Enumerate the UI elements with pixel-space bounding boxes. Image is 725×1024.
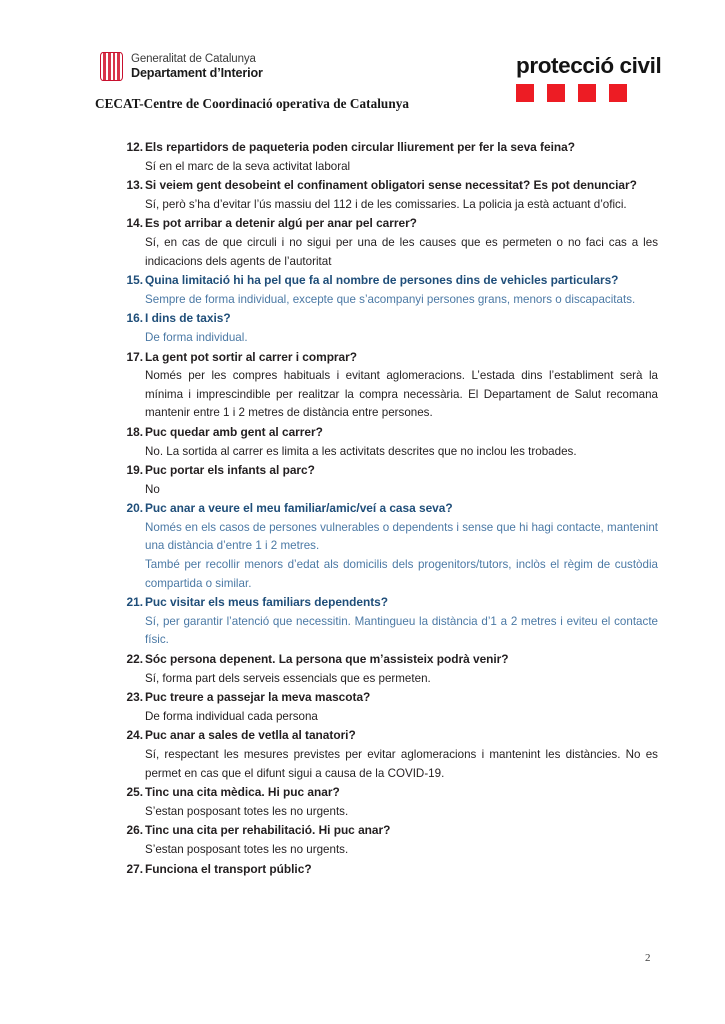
proteccio-civil-title: protecció civil [516, 53, 662, 78]
faq-item [0, 650, 725, 688]
faq-question-text: Els repartidors de paqueteria poden circular lliurement per fer la seva feina? [145, 140, 575, 154]
generalitat-line1: Generalitat de Catalunya [131, 52, 256, 65]
faq-item [0, 499, 725, 593]
faq-item [0, 138, 725, 176]
faq-item [0, 461, 725, 499]
faq-item [0, 271, 725, 309]
faq-question-text: Sóc persona depenent. La persona que m’assisteix podrà venir? [145, 652, 509, 667]
generalitat-line2: Departament d’Interior [131, 65, 263, 80]
faq-question-text: I dins de taxis? [145, 311, 231, 326]
red-square-icon [547, 84, 565, 102]
faq-item-number: 26. [126, 823, 143, 838]
faq-item [0, 688, 725, 726]
faq-question-row [126, 726, 658, 745]
faq-answer-text: S’estan posposant totes les no urgents. [145, 842, 349, 856]
faq-question-row [126, 783, 658, 802]
faq-item-number: 17. [126, 349, 143, 364]
faq-question-row [126, 309, 658, 328]
faq-item [0, 821, 725, 859]
generalitat-logo [100, 52, 263, 81]
proteccio-civil-squares [516, 84, 686, 102]
faq-item-number: 23. [126, 690, 143, 705]
faq-question-row [126, 499, 658, 518]
proteccio-civil-logo [516, 55, 686, 102]
faq-question-text: Si veiem gent desobeint el confinament obligatori sense necessitat? Es pot denunciar? [145, 178, 637, 193]
faq-question-text: Puc treure a passejar la meva mascota? [145, 690, 371, 705]
faq-question-text: Quina limitació hi ha pel que fa al nombre de persones dins de vehicles particulars? [145, 273, 619, 288]
faq-question-row [126, 461, 658, 480]
faq-answer-text: Només per les compres habituals i evitant aglomeracions. L’estada dins l’establiment serà la mínima i imprescindible per realitzar la compra necessària. El Departament de Salut recomana mantenir entre 1 i 2 metres de distància entre persones. [145, 369, 658, 420]
faq-item [0, 726, 725, 783]
document-subtitle: CECAT-Centre de Coordinació operativa de Catalunya [95, 96, 409, 111]
faq-answer-text: De forma individual. [145, 330, 248, 344]
faq-item-number: 22. [126, 652, 143, 667]
red-square-icon [516, 84, 534, 102]
faq-item-number: 27. [126, 861, 143, 876]
faq-question-text: Es pot arribar a detenir algú per anar pel carrer? [145, 216, 417, 231]
faq-item-number: 20. [126, 501, 143, 516]
faq-item-number: 18. [126, 424, 143, 439]
faq-item-number: 15. [126, 273, 143, 288]
faq-item [0, 348, 725, 423]
faq-answer-text: No. La sortida al carrer es limita a les activitats descrites que no inclou les trobades. [145, 444, 577, 458]
faq-item [0, 593, 725, 650]
faq-question-text: La gent pot sortir al carrer i comprar? [145, 349, 357, 364]
generalitat-logo-text [131, 53, 263, 81]
faq-question-row [126, 688, 658, 707]
page-number: 2 [645, 952, 651, 964]
faq-answer-text: Sí, per garantir l’atenció que necessitin. Mantingueu la distància d’1 a 2 metres i eviteu el contacte físic. [145, 614, 658, 647]
red-square-icon [609, 84, 627, 102]
faq-question-text: Puc portar els infants al parc? [145, 463, 315, 478]
faq-item-number: 12. [126, 140, 143, 154]
faq-question-text: Puc visitar els meus familiars dependents? [145, 595, 389, 610]
faq-question-row [126, 593, 658, 612]
faq-answer-text: També per recollir menors d’edat als domicilis dels progenitors/tutors, inclòs el règim de custòdia compartida o similar. [145, 558, 658, 590]
faq-question-text: Puc anar a veure el meu familiar/amic/veí a casa seva? [145, 501, 453, 516]
faq-answer-text: Sí en el marc de la seva activitat laboral [145, 159, 351, 173]
faq-item [0, 860, 725, 879]
faq-question-row [126, 138, 658, 157]
faq-answer-text: Sí, en cas de que circuli i no sigui per una de les causes que es permeten o no faci cas a les indicacions dels agents de l’autoritat [145, 235, 658, 268]
faq-answer-text: S’estan posposant totes les no urgents. [145, 804, 349, 818]
page-header [0, 0, 725, 120]
faq-question-text: Puc quedar amb gent al carrer? [145, 424, 323, 439]
faq-item-number: 13. [126, 178, 143, 193]
red-square-icon [578, 84, 596, 102]
faq-item [0, 309, 725, 347]
faq-question-row [126, 271, 658, 290]
faq-answer-text: Sí, però s’ha d’evitar l’ús massiu del 112 i de les comissaries. La policia ja està actuant d’ofici. [145, 197, 627, 211]
faq-item [0, 176, 725, 214]
faq-answer-text: De forma individual cada persona [145, 709, 318, 723]
faq-item-number: 24. [126, 728, 143, 743]
faq-question-row [126, 860, 658, 879]
faq-question-row [126, 650, 658, 669]
faq-question-row [126, 214, 658, 233]
faq-item-number: 21. [126, 595, 143, 610]
faq-answer-text: Sí, respectant les mesures previstes per evitar aglomeracions i mantenint les distàncies. No es permet en cas que el difunt sigui a causa de la COVID-19. [145, 748, 658, 780]
faq-list [0, 138, 725, 879]
faq-answer-text: Sempre de forma individual, excepte que s’acompanyi persones grans, menors o discapacitats. [145, 292, 636, 306]
faq-item-number: 25. [126, 785, 143, 800]
faq-item [0, 214, 725, 271]
faq-answer-text: Sí, forma part dels serveis essencials que es permeten. [145, 671, 431, 685]
faq-question-text: Funciona el transport públic? [145, 861, 312, 876]
catalonia-shield-icon [100, 52, 123, 81]
faq-item [0, 423, 725, 461]
faq-answer-text: No [145, 482, 160, 496]
faq-item-number: 14. [126, 216, 143, 231]
faq-answer-text: Només en els casos de persones vulnerables o dependents i sense que hi hagi contacte, mantenint una distància d’entre 1 i 2 metres. [145, 520, 658, 553]
faq-item-number: 16. [126, 311, 143, 326]
faq-question-row [126, 423, 658, 442]
faq-question-row [126, 348, 658, 367]
faq-question-text: Puc anar a sales de vetlla al tanatori? [145, 728, 356, 743]
faq-item [0, 783, 725, 821]
faq-question-text: Tinc una cita per rehabilitació. Hi puc anar? [145, 823, 391, 838]
faq-question-text: Tinc una cita mèdica. Hi puc anar? [145, 785, 340, 800]
faq-item-number: 19. [126, 463, 143, 478]
faq-question-row [126, 176, 658, 195]
faq-question-row [126, 821, 658, 840]
